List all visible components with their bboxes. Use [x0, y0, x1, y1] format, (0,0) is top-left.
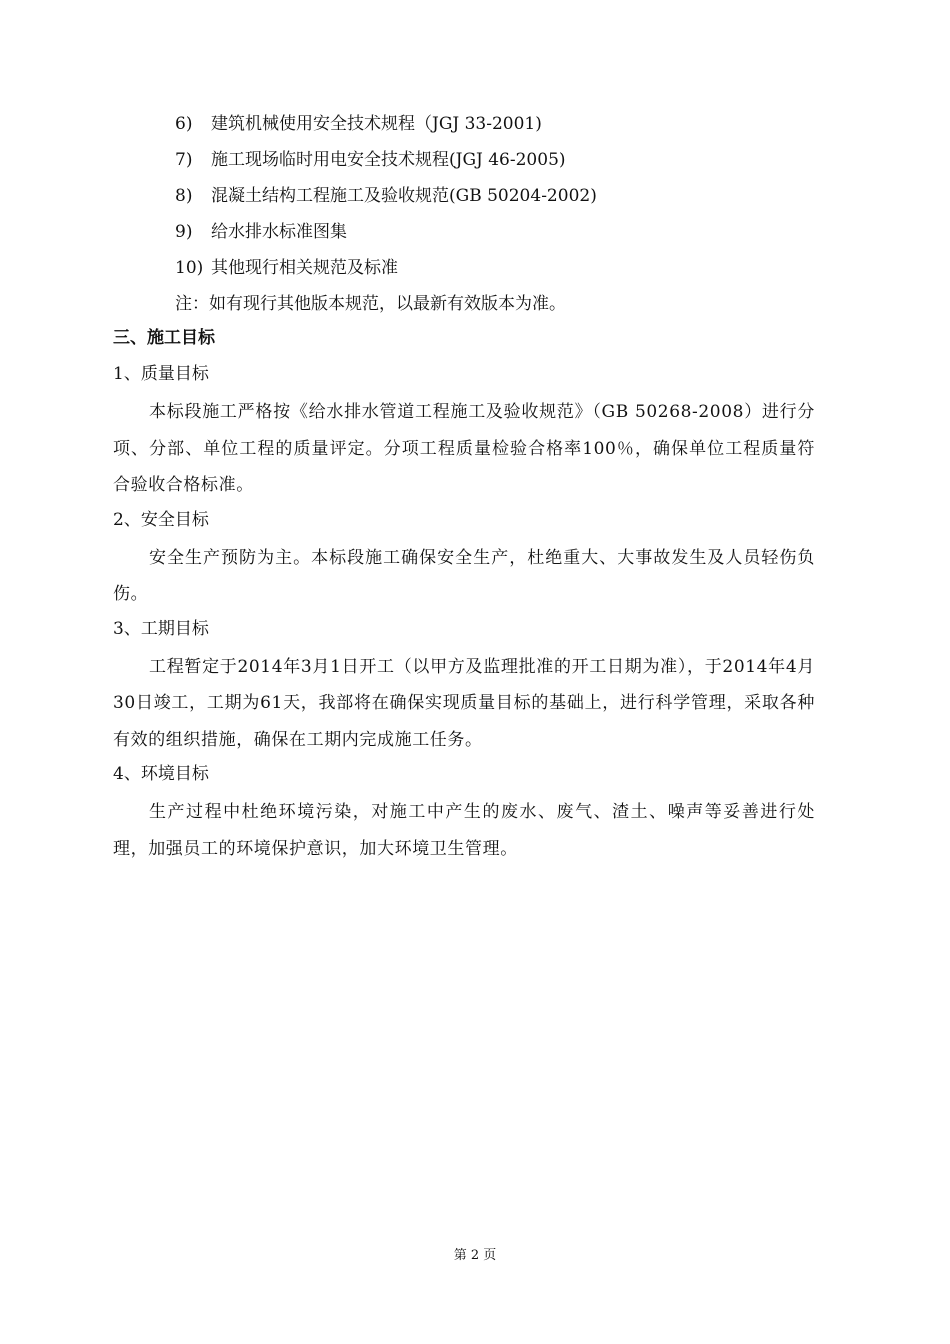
reference-number: 8) [175, 186, 193, 206]
section-title: 三、施工目标 [113, 328, 215, 348]
goal-text-schedule: 工程暂定于2014年3月1日开工（以甲方及监理批准的开工日期为准），于2014年4月30日竣工，工期为61天，我部将在确保实现质量目标的基础上，进行科学管理，采取各种有效的组织措施，确保在工期内完成施工任务。 [113, 656, 815, 750]
section-content [113, 322, 815, 867]
reference-item [175, 182, 825, 218]
reference-list [175, 110, 825, 326]
reference-text: 建筑机械使用安全技术规程（JGJ 33-2001) [211, 114, 542, 134]
reference-number: 10) [175, 258, 204, 278]
reference-item [175, 254, 825, 290]
reference-text: 施工现场临时用电安全技术规程(JGJ 46-2005) [211, 150, 566, 170]
reference-item [175, 218, 825, 254]
reference-text: 混凝土结构工程施工及验收规范(GB 50204-2002) [211, 186, 597, 206]
page-number: 第 2 页 [453, 1248, 497, 1263]
goal-title-quality: 1、质量目标 [113, 364, 209, 384]
goal-text-safety: 安全生产预防为主。本标段施工确保安全生产，杜绝重大、大事故发生及人员轻伤负伤。 [113, 547, 815, 604]
reference-item [175, 110, 825, 146]
reference-note: 注：如有现行其他版本规范，以最新有效版本为准。 [175, 294, 566, 314]
goal-title-schedule: 3、工期目标 [113, 618, 209, 639]
reference-text: 其他现行相关规范及标准 [211, 258, 398, 278]
reference-item [175, 146, 825, 182]
reference-text: 给水排水标准图集 [211, 222, 347, 242]
reference-number: 9) [175, 222, 193, 242]
goal-title-safety: 2、安全目标 [113, 509, 209, 530]
goal-text-quality: 本标段施工严格按《给水排水管道工程施工及验收规范》（GB 50268-2008）进行分项、分部、单位工程的质量评定。分项工程质量检验合格率100％，确保单位工程质量符合验收合格标准。 [113, 402, 815, 495]
reference-number: 7) [175, 150, 193, 170]
goal-text-environment: 生产过程中杜绝环境污染，对施工中产生的废水、废气、渣土、噪声等妥善进行处理，加强员工的环境保护意识，加大环境卫生管理。 [113, 802, 815, 859]
reference-number: 6) [175, 114, 193, 134]
goal-title-environment: 4、环境目标 [113, 764, 209, 784]
